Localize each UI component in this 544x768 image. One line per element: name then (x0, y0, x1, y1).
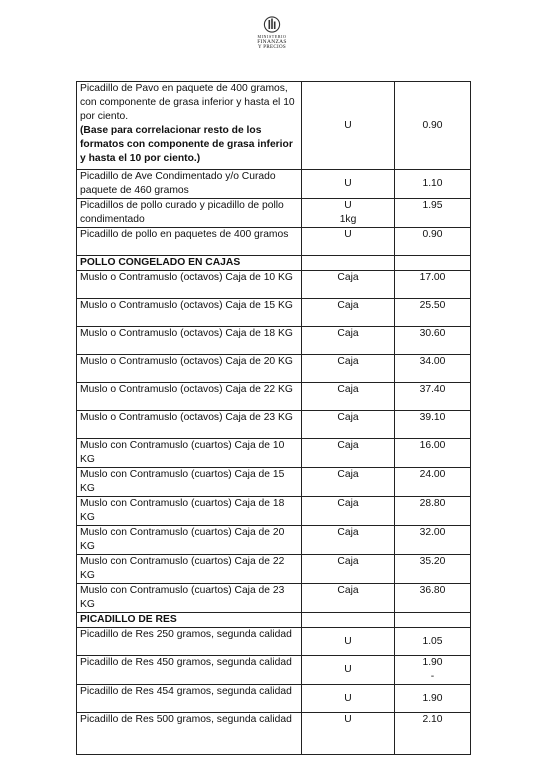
price-cell: 39.10 (395, 411, 471, 439)
product-description: Muslo o Contramuslo (octavos) Caja de 18 KG (77, 327, 302, 355)
table-row (77, 82, 471, 170)
unit-cell: U (302, 628, 395, 656)
price-cell: 1.05 (395, 628, 471, 656)
price-cell (395, 613, 471, 628)
section-header-row (77, 613, 471, 628)
table-row (77, 468, 471, 497)
table-row (77, 656, 471, 685)
price-cell: 30.60 (395, 327, 471, 355)
product-description: Picadillo de Res 250 gramos, segunda calidad (77, 628, 302, 656)
product-description: Muslo o Contramuslo (octavos) Caja de 22 KG (77, 383, 302, 411)
unit-cell: U (302, 82, 395, 170)
product-description: Muslo con Contramuslo (cuartos) Caja de 18 KG (77, 497, 302, 526)
table-row (77, 439, 471, 468)
table-row (77, 299, 471, 327)
product-description: Picadillo de Ave Condimentado y/o Curado paquete de 460 gramos (77, 170, 302, 199)
table-row (77, 411, 471, 439)
table-row (77, 170, 471, 199)
table-row (77, 383, 471, 411)
price-secondary: - (430, 671, 435, 682)
table-row (77, 199, 471, 228)
product-description: Muslo con Contramuslo (cuartos) Caja de 20 KG (77, 526, 302, 555)
price-cell: 24.00 (395, 468, 471, 497)
unit-cell: Caja (302, 271, 395, 299)
table-row (77, 355, 471, 383)
unit-cell (302, 256, 395, 271)
unit-secondary: 1kg (339, 214, 357, 225)
unit-cell: Caja (302, 411, 395, 439)
table-row (77, 685, 471, 713)
price-cell: 2.10 (395, 713, 471, 755)
logo-text-precios: Y PRECIOS (258, 45, 286, 50)
unit-cell: U (302, 685, 395, 713)
unit-cell: Caja (302, 327, 395, 355)
price-cell: 34.00 (395, 355, 471, 383)
price-table (76, 81, 471, 755)
section-title: POLLO CONGELADO EN CAJAS (77, 256, 302, 271)
price-cell: 1.90 (395, 685, 471, 713)
product-description-text: Picadillo de Pavo en paquete de 400 gramos, con componente de grasa inferior y hasta el 10 por ciento. (80, 83, 295, 122)
price-cell: 16.00 (395, 439, 471, 468)
table-row (77, 497, 471, 526)
unit-cell (302, 613, 395, 628)
ministry-emblem-icon (249, 16, 295, 33)
unit-cell: Caja (302, 526, 395, 555)
unit-cell: Caja (302, 299, 395, 327)
unit-cell: Caja (302, 468, 395, 497)
product-description: Picadillo de Res 450 gramos, segunda calidad (77, 656, 302, 685)
price-cell: 17.00 (395, 271, 471, 299)
price-cell (395, 256, 471, 271)
product-description: Muslo con Contramuslo (cuartos) Caja de 15 KG (77, 468, 302, 497)
product-description: Muslo o Contramuslo (octavos) Caja de 10 KG (77, 271, 302, 299)
price-cell: 1.10 (395, 170, 471, 199)
unit-value: U (344, 200, 352, 211)
price-cell: 35.20 (395, 555, 471, 584)
product-description: Muslo o Contramuslo (octavos) Caja de 20 KG (77, 355, 302, 383)
unit-cell (302, 199, 395, 228)
ministry-logo (249, 16, 295, 50)
unit-cell: Caja (302, 439, 395, 468)
price-cell: 37.40 (395, 383, 471, 411)
price-cell: 1.95 (395, 199, 471, 228)
logo-text-ministerio: MINISTERIO (257, 34, 287, 39)
table-row (77, 271, 471, 299)
unit-cell: Caja (302, 355, 395, 383)
product-description: Muslo o Contramuslo (octavos) Caja de 15 KG (77, 299, 302, 327)
base-note: (Base para correlacionar resto de los formatos con componente de grasa inferior y hasta el 10 por ciento.) (80, 125, 293, 164)
product-description: Picadillo de Res 454 gramos, segunda calidad (77, 685, 302, 713)
table-row (77, 327, 471, 355)
table-row (77, 628, 471, 656)
product-description: Muslo o Contramuslo (octavos) Caja de 23 KG (77, 411, 302, 439)
product-description: Picadillo de pollo en paquetes de 400 gramos (77, 228, 302, 256)
product-description: Picadillos de pollo curado y picadillo de pollo condimentado (77, 199, 302, 228)
product-description: Muslo con Contramuslo (cuartos) Caja de 23 KG (77, 584, 302, 613)
price-cell: 25.50 (395, 299, 471, 327)
price-cell: 28.80 (395, 497, 471, 526)
unit-cell: Caja (302, 497, 395, 526)
unit-cell: U (302, 170, 395, 199)
unit-cell: Caja (302, 555, 395, 584)
price-cell: 32.00 (395, 526, 471, 555)
unit-cell: Caja (302, 383, 395, 411)
unit-cell: U (302, 713, 395, 755)
table-row (77, 555, 471, 584)
price-cell (395, 656, 471, 685)
table-row (77, 713, 471, 755)
table-row (77, 228, 471, 256)
section-title: PICADILLO DE RES (77, 613, 302, 628)
price-value: 1.90 (422, 657, 443, 668)
price-cell: 36.80 (395, 584, 471, 613)
logo-text-finanzas: FINANZAS (257, 39, 287, 45)
product-description: Muslo con Contramuslo (cuartos) Caja de 10 KG (77, 439, 302, 468)
unit-cell: U (302, 228, 395, 256)
price-cell: 0.90 (395, 228, 471, 256)
price-cell: 0.90 (395, 82, 471, 170)
product-description (77, 82, 302, 170)
section-header-row (77, 256, 471, 271)
table-row (77, 526, 471, 555)
unit-cell: Caja (302, 584, 395, 613)
table-row (77, 584, 471, 613)
product-description: Muslo con Contramuslo (cuartos) Caja de 22 KG (77, 555, 302, 584)
product-description: Picadillo de Res 500 gramos, segunda calidad (77, 713, 302, 755)
unit-cell: U (302, 656, 395, 685)
